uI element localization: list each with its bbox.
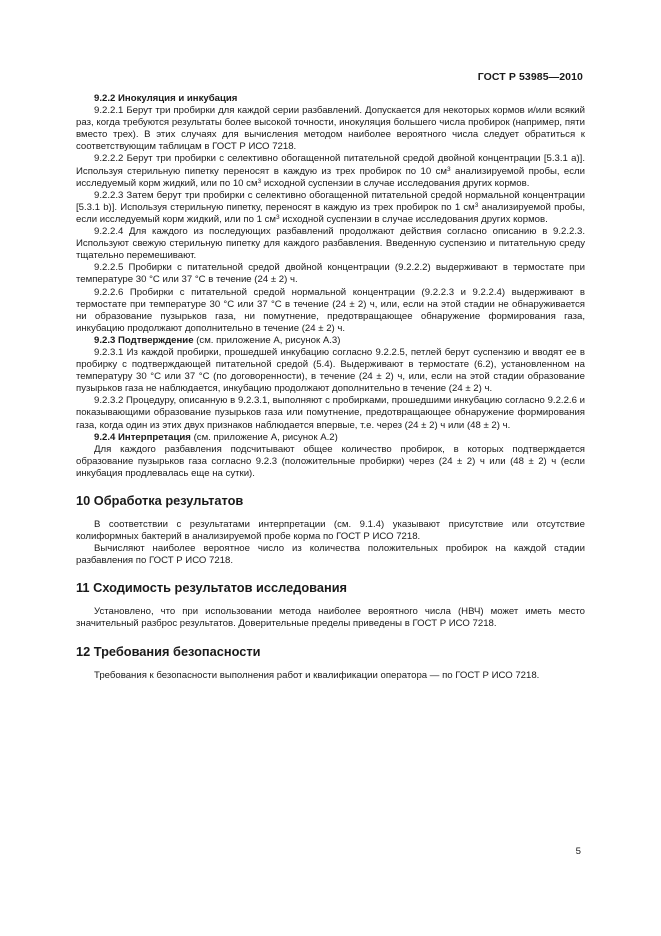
section-11-heading: 11 Сходимость результатов исследования [76,580,348,596]
page-content [76,93,585,682]
paragraph-9-2-2-5: 9.2.2.5 Пробирки с питательной средой двойной концентрации (9.2.2.2) выдерживают в термостате при температуре 30 °С или 37 °С в течение (24 ± 2) ч. [76,262,585,286]
section-10-heading: 10 Обработка результатов [76,493,244,508]
paragraph-9-2-3-1: 9.2.3.1 Из каждой пробирки, прошедшей инкубацию согласно 9.2.2.5, петлей берут суспензию и вводят ее в пробирку с подтверждающей питательной средой (5.4). Выдерживают в термостате (6.2), установленном на температуру 30 °С или 37 °С (по договоренности), в течение (24 ± 2) ч, или, если на этой стадии образование пузырьков газа не наблюдается, инкубацию продолжают дополнительно в течение (24 ± 2) ч. [76,346,585,395]
paragraph-10-1: В соответствии с результатами интерпретации (см. 9.1.4) указывают присутствие или отсутствие колиформных бактерий в анализируемой пробе корма по ГОСТ Р ИСО 7218. [76,519,585,543]
page-number: 5 [575,846,581,857]
paragraph-11-1: Установлено, что при использовании метода наиболее вероятного числа (НВЧ) может иметь место значительный разброс результатов. Доверительные пределы приведены в ГОСТ Р ИСО 7218. [76,606,585,630]
paragraph-9-2-3-2: 9.2.3.2 Процедуру, описанную в 9.2.3.1, выполняют с пробирками, прошедшими инкубацию согласно 9.2.2.6 и показывающими образование пузырьков газа или помутнение, предотвращающее обнаружение формирования газа, когда один из этих двух признаков наблюдается впервые, т.е. через (24 ± 2) ч или (48 ± 2) ч. [76,395,585,431]
paragraph-9-2-2-1: 9.2.2.1 Берут три пробирки для каждой серии разбавлений. Допускается для некоторых кормов и/или всякий раз, когда требуются результаты более высокой точности, инокуляция большего числа пробирок (например, пяти вместо трех). В этих случаях для вычисления методом наиболее вероятного числа следует обратиться к соответствующим таблицам в ГОСТ Р ИСО 7218. [76,105,585,153]
paragraph-10-2: Вычисляют наиболее вероятное число из количества положительных пробирок на каждой стадии разбавления по ГОСТ Р ИСО 7218. [76,543,585,567]
paragraph-9-2-2-2: 9.2.2.2 Берут три пробирки с селективно обогащенной питательной средой двойной концентрации [5.3.1 a)]. Используя стерильную пипетку переносят в каждую из трех пробирок по 10 $см^3$ анализируемой пробы, если исследуемый корм жидкий, или по 10 $см^3$ исходной суспензии в случае исследования других кормов. [76,153,585,189]
section-12-heading: 12 Требования безопасности [76,643,261,659]
paragraph-9-2-2-6: 9.2.2.6 Пробирки с питательной средой нормальной концентрации (9.2.2.3 и 9.2.2.4) выдерживают в термостате при температуре 30 °С или 37 °С в течение (24 ± 2) ч, или, если на этой стадии не обнаруживается ни образование пузырьков газа, ни помутнение, предотвращающее обнаружение формирования газа, инкубацию продолжают дополнительно в течение (24 ± 2) ч. [76,286,585,334]
paragraph-9-2-4: Для каждого разбавления подсчитывают общее количество пробирок, в которых подтверждается образование пузырьков газа согласно 9.2.3 (положительные пробирки) через (24 ± 2) ч или (48 ± 2) ч (если инкубация продлевалась еще на сутки). [76,443,585,479]
subsection-9-2-3-heading: 9.2.3 Подтверждение (см. приложение А, рисунок А.3) [94,334,341,346]
standard-number: ГОСТ Р 53985—2010 [477,71,583,83]
paragraph-9-2-2-4: 9.2.2.4 Для каждого из последующих разбавлений продолжают действия согласно описанию в 9.2.2.3. Используют свежую стерильную пипетку для каждого разбавления. Введенную суспензию и питательную среду тщательно перемешивают. [76,226,585,262]
subsection-9-2-2-heading: 9.2.2 Инокуляция и инкубация [94,93,238,104]
paragraph-12-1: Требования к безопасности выполнения работ и квалификации оператора — по ГОСТ Р ИСО 7218. [94,669,540,681]
subsection-9-2-4-heading: 9.2.4 Интерпретация (см. приложение А, рисунок А.2) [94,431,338,443]
paragraph-9-2-2-3: 9.2.2.3 Затем берут три пробирки с селективно обогащенной питательной средой нормальной концентрации [5.3.1 b)]. Используя стерильную пипетку, переносят в каждую из трех пробирок по 1 $см^3$ анализируемой пробы, если исследуемый корм жидкий, или по 1 $см^3$ исходной суспензии в случае исследования других кормов. [76,189,585,225]
